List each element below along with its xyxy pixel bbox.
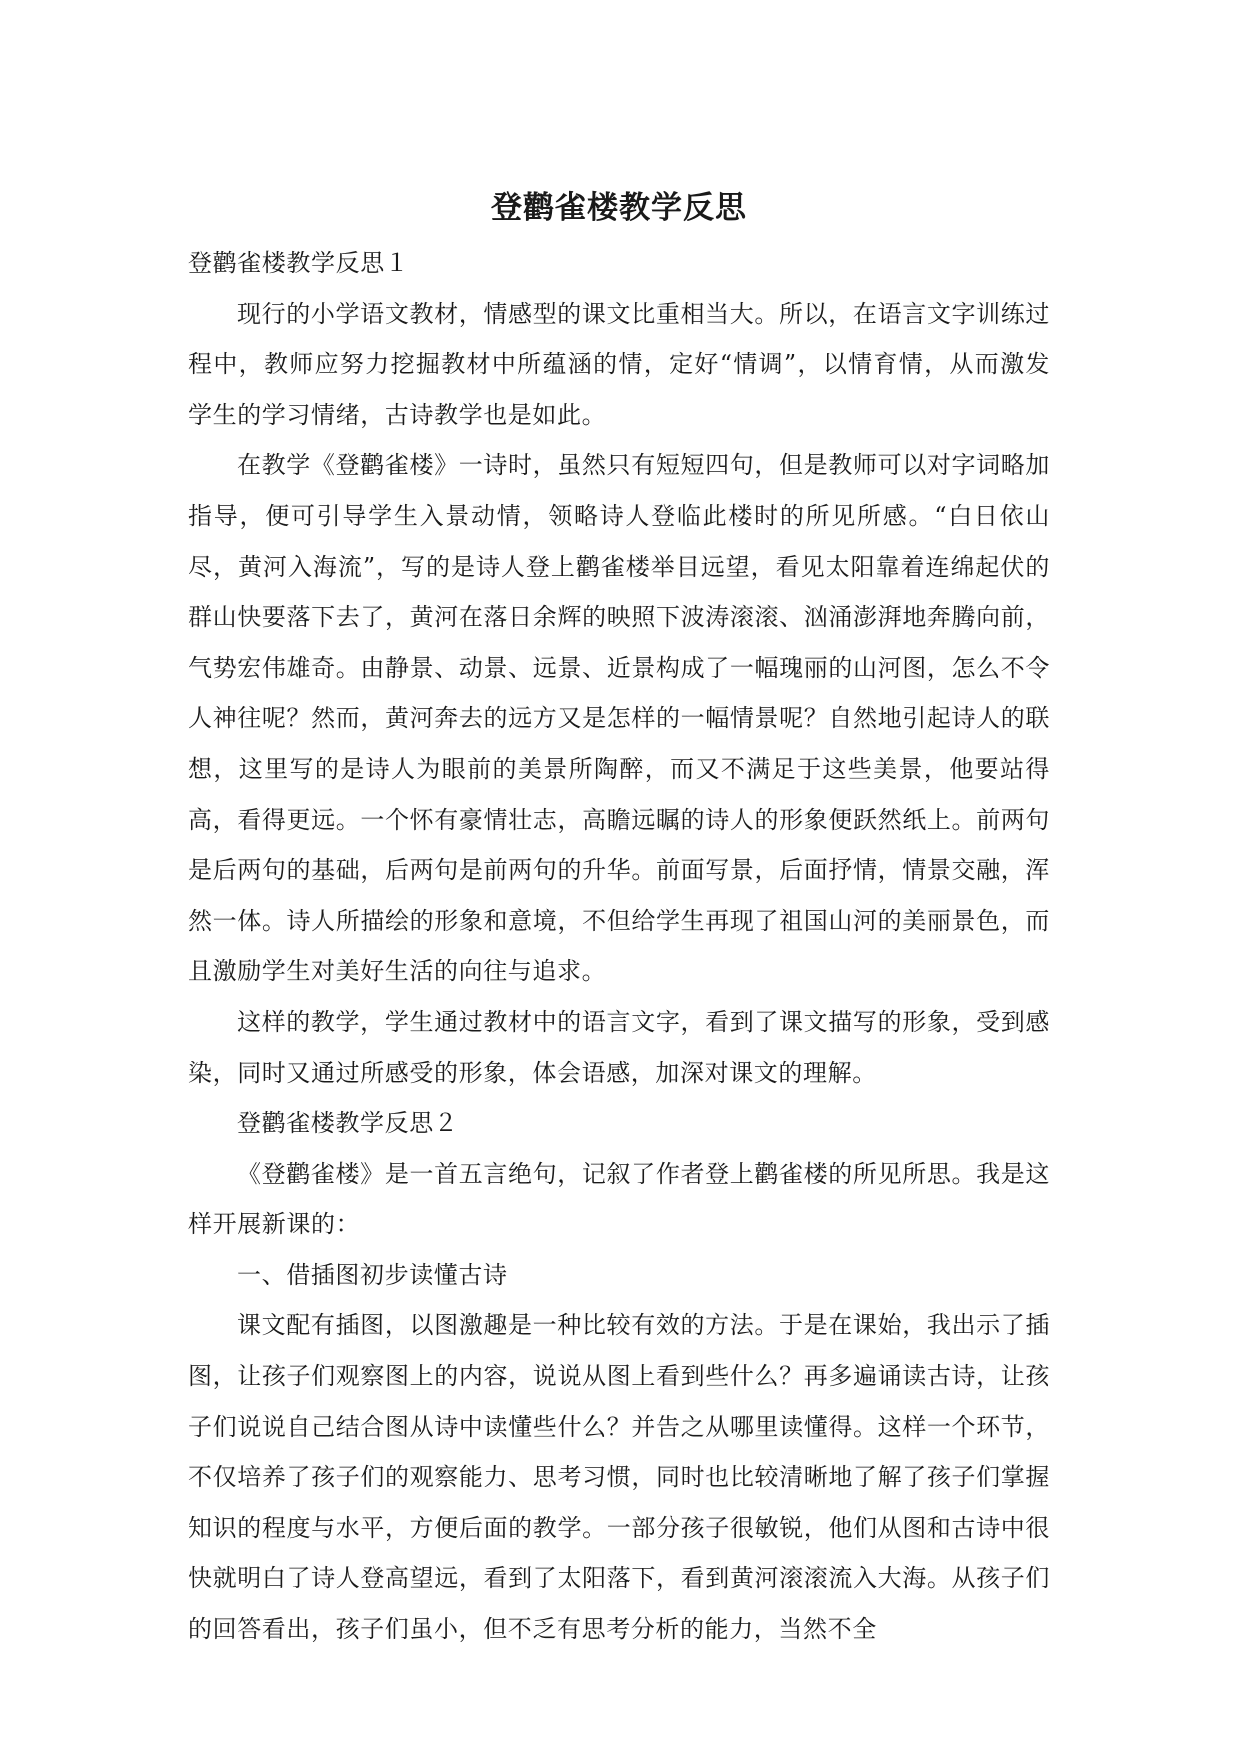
paragraph: 现行的小学语文教材，情感型的课文比重相当大。所以，在语言文字训练过程中，教师应努力挖掘教材中所蕴涵的情，定好“情调”，以情育情，从而激发学生的学习情绪，古诗教学也是如此。 <box>188 299 1050 429</box>
section-heading-1: 登鹳雀楼教学反思１ <box>188 249 410 277</box>
paragraph: 这样的教学，学生通过教材中的语言文字，看到了课文描写的形象，受到感染，同时又通过所感受的形象，体会语感，加深对课文的理解。 <box>188 1007 1050 1087</box>
paragraph: 《登鹳雀楼》是一首五言绝句，记叙了作者登上鹳雀楼的所见所思。我是这样开展新课的： <box>188 1159 1050 1239</box>
paragraph: 课文配有插图，以图激趣是一种比较有效的方法。于是在课始，我出示了插图，让孩子们观察图上的内容，说说从图上看到些什么？再多遍诵读古诗，让孩子们说说自己结合图从诗中读懂些什么？并告之从哪里读懂得。这样一个环节，不仅培养了孩子们的观察能力、思考习惯，同时也比较清晰地了解了孩子们掌握知识的程度与水平，方便后面的教学。一部分孩子很敏锐，他们从图和古诗中很快就明白了诗人登高望远，看到了太阳落下，看到黄河滚滚流入大海。从孩子们的回答看出，孩子们虽小，但不乏有思考分析的能力，当然不全 <box>188 1311 1050 1644</box>
subheading: 一、借插图初步读懂古诗 <box>237 1260 508 1289</box>
document-title: 登鹳雀楼教学反思 <box>491 190 747 226</box>
section-heading-2: 登鹳雀楼教学反思２ <box>237 1109 459 1138</box>
paragraph: 在教学《登鹳雀楼》一诗时，虽然只有短短四句，但是教师可以对字词略加指导，便可引导学生入景动情，领略诗人登临此楼时的所见所感。“白日依山尽，黄河入海流”，写的是诗人登上鹳雀楼举目远望，看见太阳靠着连绵起伏的群山快要落下去了，黄河在落日余辉的映照下波涛滚滚、汹涌澎湃地奔腾向前，气势宏伟雄奇。由静景、动景、远景、近景构成了一幅瑰丽的山河图，怎么不令人神往呢？然而，黄河奔去的远方又是怎样的一幅情景呢？自然地引起诗人的联想，这里写的是诗人为眼前的美景所陶醉，而又不满足于这些美景，他要站得高，看得更远。一个怀有豪情壮志，高瞻远瞩的诗人的形象便跃然纸上。前两句是后两句的基础，后两句是前两句的升华。前面写景，后面抒情，情景交融，浑然一体。诗人所描绘的形象和意境，不但给学生再现了祖国山河的美丽景色，而且激励学生对美好生活的向往与追求。 <box>188 451 1050 986</box>
document-body <box>188 186 1050 1655</box>
